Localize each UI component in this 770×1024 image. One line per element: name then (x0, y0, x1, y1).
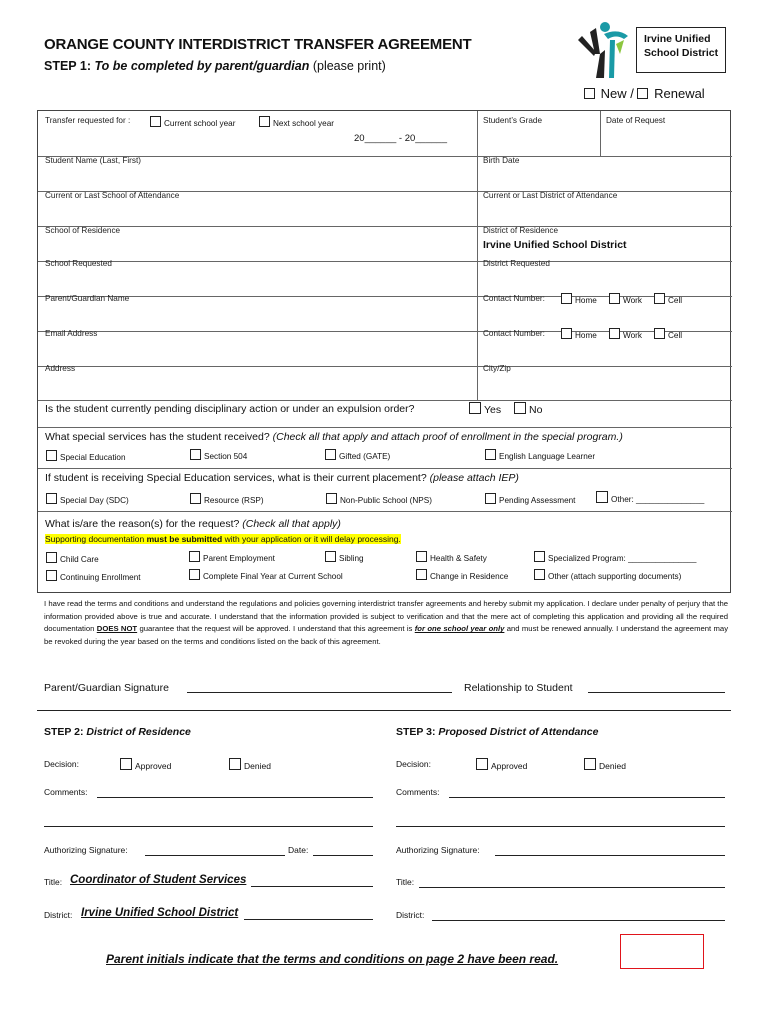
service-gifted: Gifted (GATE) (325, 449, 390, 461)
step2-district-line (244, 919, 373, 920)
contact1-work-option: Work (609, 293, 642, 305)
supporting-docs-notice: Supporting documentation must be submitted with your application or it will delay processing. (45, 534, 401, 544)
placement-other: Other: _______________ (596, 491, 704, 504)
step3-approved-option: Approved (476, 758, 527, 771)
step2-comments-line-2[interactable] (44, 826, 373, 827)
reason-specialized-program: Specialized Program: _______________ (534, 551, 696, 563)
school-of-residence-label: School of Residence (45, 226, 121, 235)
date-of-request-label: Date of Request (606, 116, 666, 125)
student-name-label: Student Name (Last, First) (45, 156, 142, 165)
reason-specialized-program-checkbox[interactable] (534, 551, 545, 562)
district-logo-icon (574, 20, 636, 80)
school-year-blank[interactable]: 20______ - 20______ (354, 133, 447, 144)
service-ell: English Language Learner (485, 449, 595, 461)
placement-rsp: Resource (RSP) (190, 493, 264, 505)
district-requested-label: District Requested (483, 259, 550, 268)
placement-sdc: Special Day (SDC) (46, 493, 129, 505)
contact2-cell-option: Cell (654, 328, 682, 340)
new-label: New / (600, 86, 634, 101)
contact2-home-option: Home (561, 328, 597, 340)
service-gifted-checkbox[interactable] (325, 449, 336, 460)
placement-pending-checkbox[interactable] (485, 493, 496, 504)
reason-final-year: Complete Final Year at Current School (189, 569, 343, 581)
reason-other-checkbox[interactable] (534, 569, 545, 580)
step2-approved-option: Approved (120, 758, 171, 771)
next-year-checkbox[interactable] (259, 116, 270, 127)
terms-paragraph: I have read the terms and conditions and understand the regulations and policies governing interdistrict transfer agreements and hereby submit my application. I declare under penalty of perjury that the information provided above is true and accurate. I understand that the information provided is subject to verification and that the mere act of completing this application and providing all the required documentation DOES NOT guarantee that the request will be approved. I understand that this agreement is for one school year only and must be renewed annually. I understand the agreement may be revoked during the year based on the terms and conditions listed on the back of this agreement. (44, 599, 729, 646)
disciplinary-yes-option: Yes (469, 402, 501, 416)
reason-sibling: Sibling (325, 551, 364, 563)
service-section-504-checkbox[interactable] (190, 449, 201, 460)
contact1-work-checkbox[interactable] (609, 293, 620, 304)
placement-rsp-checkbox[interactable] (190, 493, 201, 504)
district-name-box: Irvine Unified School District (636, 27, 726, 73)
disciplinary-no-checkbox[interactable] (514, 402, 526, 414)
placement-sdc-checkbox[interactable] (46, 493, 57, 504)
section-divider (37, 710, 731, 711)
parent-name-label: Parent/Guardian Name (45, 294, 130, 303)
reason-continuing-enrollment-checkbox[interactable] (46, 570, 57, 581)
step3-district-label: District: (396, 910, 425, 920)
step2-approved-checkbox[interactable] (120, 758, 132, 770)
student-info-form (37, 110, 731, 593)
contact1-cell-checkbox[interactable] (654, 293, 665, 304)
contact1-cell-option: Cell (654, 293, 682, 305)
parent-initials-statement: Parent initials indicate that the terms and conditions on page 2 have been read. (106, 952, 559, 966)
contact2-cell-checkbox[interactable] (654, 328, 665, 339)
current-year-option: Current school year (150, 116, 235, 128)
placement-nps-checkbox[interactable] (326, 493, 337, 504)
reason-sibling-checkbox[interactable] (325, 551, 336, 562)
special-services-question: What special services has the student received? (Check all that apply and attach proof of enrollment in the special program.) (45, 431, 623, 443)
service-section-504: Section 504 (190, 449, 247, 461)
step3-district-line[interactable] (432, 920, 725, 921)
current-district-label: Current or Last District of Attendance (483, 191, 618, 200)
current-school-label: Current or Last School of Attendance (45, 191, 180, 200)
placement-question: If student is receiving Special Education services, what is their current placement? (please attach IEP) (45, 472, 519, 484)
district-of-residence-label: District of Residence (483, 226, 559, 235)
new-renewal-selector (584, 86, 705, 101)
address-label: Address (45, 364, 76, 373)
reason-continuing-enrollment: Continuing Enrollment (46, 570, 141, 582)
reason-health-safety: Health & Safety (416, 551, 487, 563)
current-year-checkbox[interactable] (150, 116, 161, 127)
reason-change-residence-checkbox[interactable] (416, 569, 427, 580)
placement-other-checkbox[interactable] (596, 491, 608, 503)
service-special-education-checkbox[interactable] (46, 450, 57, 461)
district-of-residence-value: Irvine Unified School District (483, 239, 627, 251)
renewal-checkbox[interactable] (637, 88, 648, 99)
step2-title-value: Coordinator of Student Services (70, 874, 247, 886)
reason-other: Other (attach supporting documents) (534, 569, 681, 581)
disciplinary-yes-checkbox[interactable] (469, 402, 481, 414)
reason-final-year-checkbox[interactable] (189, 569, 200, 580)
reasons-question: What is/are the reason(s) for the request? (Check all that apply) (45, 518, 341, 530)
step2-auth-signature-label: Authorizing Signature: (44, 845, 128, 855)
step3-comments-label: Comments: (396, 787, 440, 797)
contact2-work-checkbox[interactable] (609, 328, 620, 339)
transfer-requested-label: Transfer requested for : (45, 116, 131, 125)
disciplinary-question: Is the student currently pending disciplinary action or under an expulsion order? (45, 403, 415, 415)
step2-title-label: Title: (44, 877, 63, 887)
reason-parent-employment-checkbox[interactable] (189, 551, 200, 562)
step2-denied-option: Denied (229, 758, 271, 771)
step2-heading: STEP 2: District of Residence (44, 726, 191, 738)
step3-title-label: Title: (396, 877, 415, 887)
step3-denied-option: Denied (584, 758, 626, 771)
renewal-label: Renewal (654, 86, 705, 101)
step3-comments-line[interactable] (449, 797, 725, 798)
next-year-option: Next school year (259, 116, 334, 128)
step2-title-line (251, 886, 373, 887)
birth-date-label: Birth Date (483, 156, 520, 165)
step3-title-line[interactable] (419, 887, 725, 888)
step2-district-value: Irvine Unified School District (81, 907, 239, 919)
parent-initials-box[interactable] (620, 934, 704, 969)
relationship-label: Relationship to Student (464, 682, 573, 694)
placement-pending: Pending Assessment (485, 493, 575, 505)
parent-signature-label: Parent/Guardian Signature (44, 682, 169, 694)
student-grade-label: Student’s Grade (483, 116, 543, 125)
disciplinary-no-option: No (514, 402, 542, 416)
reason-parent-employment: Parent Employment (189, 551, 275, 563)
service-ell-checkbox[interactable] (485, 449, 496, 460)
step2-auth-signature-line[interactable] (145, 855, 285, 856)
new-checkbox[interactable] (584, 88, 595, 99)
reason-health-safety-checkbox[interactable] (416, 551, 427, 562)
form-title: ORANGE COUNTY INTERDISTRICT TRANSFER AGREEMENT (44, 36, 472, 53)
parent-signature-line[interactable] (187, 692, 452, 693)
relationship-line[interactable] (588, 692, 725, 693)
contact1-home-option: Home (561, 293, 597, 305)
step3-comments-line-2[interactable] (396, 826, 725, 827)
service-special-education: Special Education (46, 450, 126, 462)
step2-comments-line[interactable] (97, 797, 373, 798)
step2-district-label: District: (44, 910, 73, 920)
step2-date-label: Date: (288, 845, 309, 855)
step2-denied-checkbox[interactable] (229, 758, 241, 770)
step3-denied-checkbox[interactable] (584, 758, 596, 770)
contact-number-2-label: Contact Number: (483, 329, 545, 338)
contact2-home-checkbox[interactable] (561, 328, 572, 339)
reason-child-care: Child Care (46, 552, 99, 564)
step3-heading: STEP 3: Proposed District of Attendance (396, 726, 599, 738)
step2-date-line[interactable] (313, 855, 373, 856)
contact1-home-checkbox[interactable] (561, 293, 572, 304)
contact2-work-option: Work (609, 328, 642, 340)
step3-decision-label: Decision: (396, 759, 431, 769)
placement-nps: Non-Public School (NPS) (326, 493, 432, 505)
step2-comments-label: Comments: (44, 787, 88, 797)
reason-change-residence: Change in Residence (416, 569, 508, 581)
city-zip-label: City/Zip (483, 364, 511, 373)
step2-decision-label: Decision: (44, 759, 79, 769)
school-requested-label: School Requested (45, 259, 112, 268)
reason-child-care-checkbox[interactable] (46, 552, 57, 563)
step3-auth-signature-line[interactable] (495, 855, 725, 856)
step1-instruction: STEP 1: To be completed by parent/guardian (please print) (44, 59, 386, 73)
contact-number-label: Contact Number: (483, 294, 545, 303)
email-address-label: Email Address (45, 329, 98, 338)
step3-approved-checkbox[interactable] (476, 758, 488, 770)
step3-auth-signature-label: Authorizing Signature: (396, 845, 480, 855)
